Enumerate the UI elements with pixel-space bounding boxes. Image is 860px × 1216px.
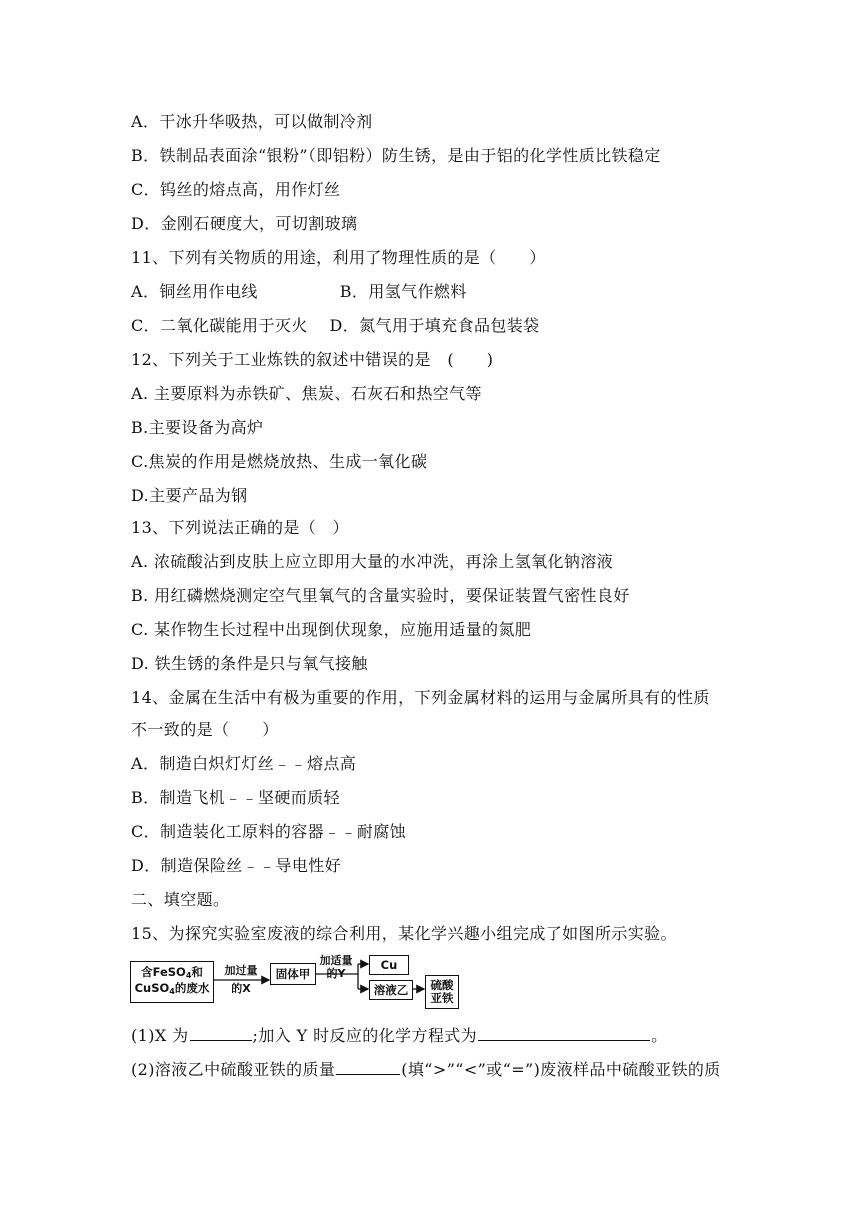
q11-options-cd: C．二氧化碳能用于灭火 D．氮气用于填充食品包装袋 [131, 316, 540, 335]
ferrous-sulfate-line1: 硫酸 [430, 978, 454, 992]
q11-options-ab: A．铜丝用作电线 B．用氢气作燃料 [131, 282, 467, 301]
q14-stem: 14、金属在生活中有极为重要的作用，下列金属材料的运用与金属所具有的性质 [131, 688, 710, 707]
q12-option-a: A. 主要原料为赤铁矿、焦炭、石灰石和热空气等 [131, 384, 482, 403]
q11-stem: 11、下列有关物质的用途，利用了物理性质的是（ ） [131, 248, 546, 267]
q13-option-c: C. 某作物生长过程中出现倒伏现象，应施用适量的氮肥 [131, 620, 532, 639]
q15-part1-prefix: (1)X 为 [131, 1026, 189, 1045]
solution-b-box: 溶液乙 [369, 980, 413, 1000]
q13-option-a: A. 浓硫酸沾到皮肤上应立即用大量的水冲洗，再涂上氢氧化钠溶液 [131, 552, 614, 571]
wastewater-line2-end: 的废水 [174, 981, 210, 995]
wastewater-box [130, 961, 214, 1003]
q10-option-a: A．干冰升华吸热，可以做制冷剂 [131, 112, 373, 131]
q15-stem: 15、为探究实验室废液的综合利用，某化学兴趣小组完成了如图所示实验。 [131, 924, 677, 943]
answer-blank-x[interactable] [190, 1024, 252, 1041]
arrow1-label-top: 加过量 [224, 964, 258, 977]
wastewater-line1: 含FeSO [141, 965, 186, 979]
q14-option-d: D．制造保险丝﹣﹣导电性好 [131, 856, 342, 875]
q15-part2 [131, 1058, 721, 1080]
wastewater-sub2: 4 [169, 987, 175, 996]
wastewater-sub1: 4 [185, 971, 192, 980]
wastewater-line1-end: 和 [191, 965, 203, 979]
arrow1-label-bottom: 的X [231, 982, 251, 995]
solid-a-box: 固体甲 [270, 963, 316, 985]
section-heading: 二、填空题。 [131, 890, 230, 909]
arrow2-label-bottom: 的Y [326, 967, 346, 980]
q15-part1-end: 。 [651, 1026, 668, 1045]
flowchart-diagram [128, 955, 468, 1013]
q10-option-c: C．钨丝的熔点高，用作灯丝 [131, 180, 341, 199]
answer-blank-equation[interactable] [478, 1024, 650, 1041]
q12-stem: 12、下列关于工业炼铁的叙述中错误的是 ( ) [131, 350, 494, 369]
q14-option-b: B．制造飞机﹣﹣坚硬而质轻 [131, 788, 340, 807]
q15-part1 [131, 1024, 667, 1046]
q15-part1-middle: ;加入 Y 时反应的化学方程式为 [252, 1026, 478, 1045]
q14-option-a: A．制造白炽灯灯丝﹣﹣熔点高 [131, 754, 357, 773]
cu-box: Cu [369, 955, 409, 975]
q12-option-c: C.焦炭的作用是燃烧放热、生成一氧化碳 [131, 452, 428, 471]
q15-part2-suffix: (填“>”“<”或“=”)废液样品中硫酸亚铁的质 [401, 1060, 721, 1079]
q15-part2-prefix: (2)溶液乙中硫酸亚铁的质量 [131, 1060, 336, 1079]
q14-option-c: C．制造装化工原料的容器﹣﹣耐腐蚀 [131, 822, 407, 841]
q12-option-b: B.主要设备为高炉 [131, 418, 264, 437]
ferrous-sulfate-line2: 亚铁 [430, 991, 454, 1005]
arrow2-label-top: 加适量 [319, 954, 353, 967]
answer-blank-compare[interactable] [336, 1058, 400, 1075]
q13-option-b: B. 用红磷燃烧测定空气里氧气的含量实验时，要保证装置气密性良好 [131, 586, 630, 605]
q12-option-d: D.主要产品为钢 [131, 486, 248, 505]
q10-option-b: B．铁制品表面涂“银粉”（即铝粉）防生锈，是由于铝的化学性质比铁稳定 [131, 146, 661, 165]
q13-stem: 13、下列说法正确的是（ ） [131, 518, 349, 537]
ferrous-sulfate-box [425, 975, 459, 1009]
wastewater-line2: CuSO [134, 981, 170, 995]
q10-option-d: D．金刚石硬度大，可切割玻璃 [131, 214, 358, 233]
q14-stem-cont: 不一致的是（ ） [131, 720, 279, 739]
q13-option-d: D. 铁生锈的条件是只与氧气接触 [131, 654, 368, 673]
